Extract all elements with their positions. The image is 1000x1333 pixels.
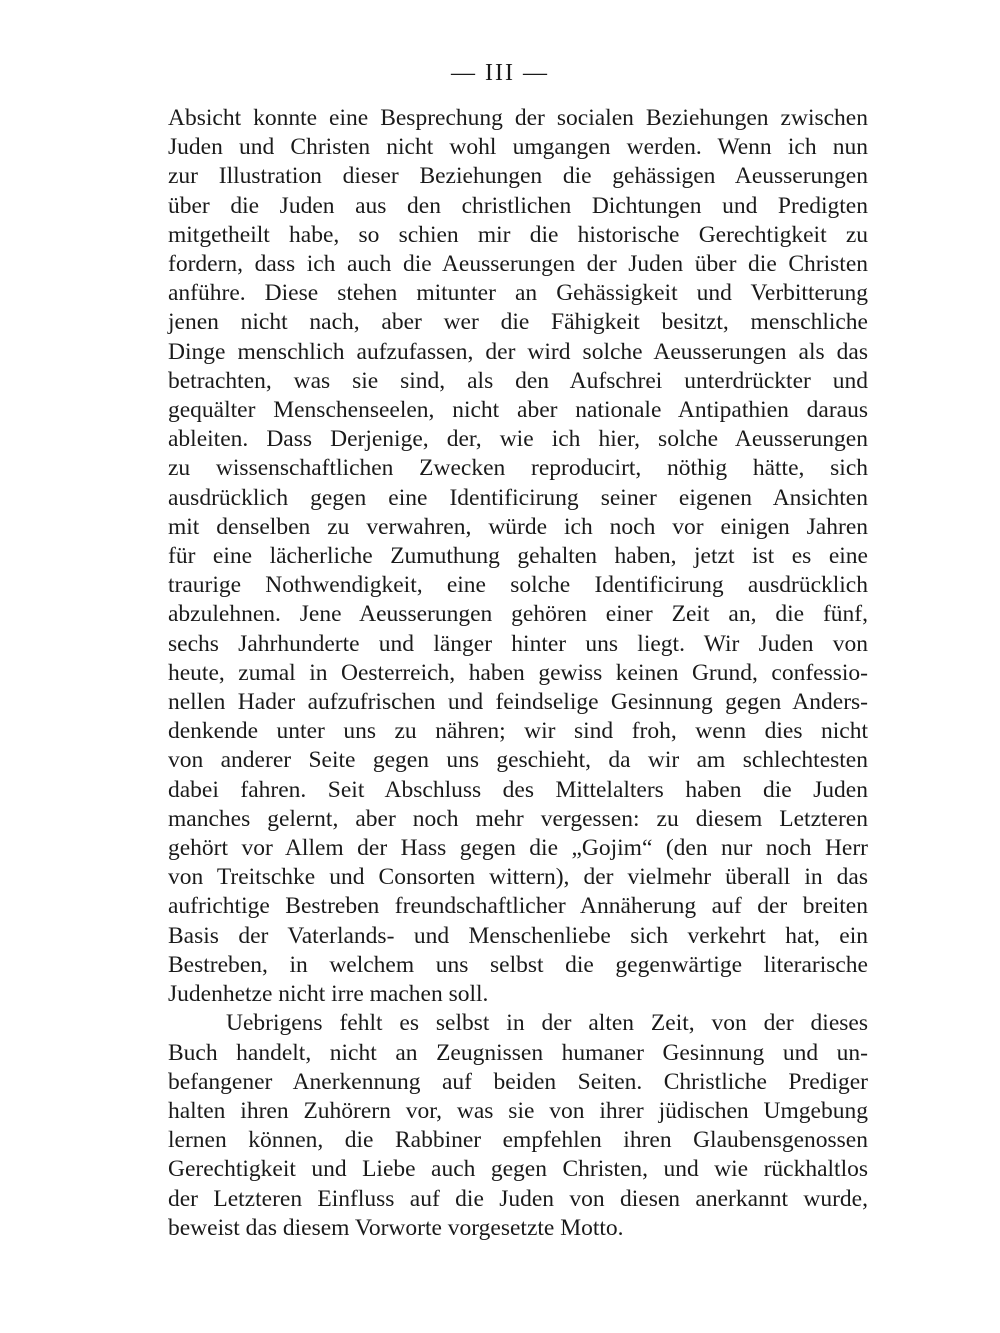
text-line: Basis der Vaterlands- und Menschenliebe sich verkehrt hat, ein — [168, 922, 868, 949]
text-line: anführe. Diese stehen mitunter an Gehässigkeit und Verbitterung — [168, 280, 868, 307]
text-line: ableiten. Dass Derjenige, der, wie ich hier, solche Aeusserungen — [168, 426, 868, 453]
text-line: gehört vor Allem der Hass gegen die „Gojim“ (den nur noch Herr — [168, 835, 868, 862]
text-line: fordern, dass ich auch die Aeusserungen der Juden über die Christen — [168, 251, 868, 278]
text-line: lernen können, die Rabbiner empfehlen ihren Glaubensgenossen — [168, 1127, 868, 1154]
text-line: für eine lächerliche Zumuthung gehalten haben, jetzt ist es eine — [168, 543, 868, 570]
text-line: Judenhetze nicht irre machen soll. — [168, 981, 489, 1008]
text-line: Dinge menschlich aufzufassen, der wird solche Aeusserungen als das — [168, 338, 868, 365]
text-line: Bestreben, in welchem uns selbst die gegenwärtige literarische — [168, 951, 868, 978]
text-line: nellen Hader aufzufrischen und feindselige Gesinnung gegen Anders- — [168, 689, 868, 716]
text-line: mitgetheilt habe, so schien mir die historische Gerechtigkeit zu — [168, 221, 868, 248]
text-line: denkende unter uns zu nähren; wir sind froh, wenn dies nicht — [168, 718, 868, 745]
text-line: jenen nicht nach, aber wer die Fähigkeit besitzt, menschliche — [168, 309, 868, 336]
text-line: befangener Anerkennung auf beiden Seiten. Christliche Prediger — [168, 1068, 868, 1095]
text-line: halten ihren Zuhörern vor, was sie von ihrer jüdischen Umgebung — [168, 1097, 868, 1124]
text-line: dabei fahren. Seit Abschluss des Mittelalters haben die Juden — [168, 776, 868, 803]
text-line: Gerechtigkeit und Liebe auch gegen Christen, und wie rückhaltlos — [168, 1156, 868, 1183]
text-line: manches gelernt, aber noch mehr vergessen: zu diesem Letzteren — [168, 805, 868, 832]
text-line: von anderer Seite gegen uns geschieht, da wir am schlechtesten — [168, 747, 868, 774]
body-text — [168, 104, 868, 1243]
text-line: traurige Nothwendigkeit, eine solche Identificirung ausdrücklich — [168, 572, 868, 599]
text-line: über die Juden aus den christlichen Dichtungen und Predigten — [168, 192, 868, 219]
text-line: Absicht konnte eine Besprechung der socialen Beziehungen zwischen — [168, 105, 868, 131]
text-line: beweist das diesem Vorworte vorgesetzte Motto. — [168, 1214, 624, 1241]
text-line: zu wissenschaftlichen Zwecken reproducirt, nöthig hätte, sich — [168, 455, 868, 482]
text-line: ausdrücklich gegen eine Identificirung seiner eigenen Ansichten — [168, 484, 868, 511]
page-number: — III — — [451, 60, 549, 86]
text-line: mit denselben zu verwahren, würde ich noch vor einigen Jahren — [168, 513, 868, 540]
text-line: Buch handelt, nicht an Zeugnissen humaner Gesinnung und un- — [168, 1039, 868, 1066]
text-line: der Letzteren Einfluss auf die Juden von diesen anerkannt wurde, — [168, 1185, 868, 1212]
text-line: aufrichtige Bestreben freundschaftlicher Annäherung auf der breiten — [168, 893, 868, 920]
text-line: abzulehnen. Jene Aeusserungen gehören einer Zeit an, die fünf, — [168, 601, 868, 628]
paragraph-1 — [168, 104, 868, 1009]
text-line: betrachten, was sie sind, als den Aufschrei unterdrückter und — [168, 367, 868, 394]
paragraph-2 — [168, 1009, 868, 1243]
text-line: von Treitschke und Consorten wittern), der vielmehr überall in das — [168, 864, 868, 891]
text-line: heute, zumal in Oesterreich, haben gewiss keinen Grund, confessio- — [168, 659, 868, 686]
text-line: Uebrigens fehlt es selbst in der alten Zeit, von der dieses — [226, 1010, 868, 1037]
text-line: Juden und Christen nicht wohl umgangen werden. Wenn ich nun — [168, 134, 868, 161]
text-line: gequälter Menschenseelen, nicht aber nationale Antipathien daraus — [168, 397, 868, 424]
text-line: zur Illustration dieser Beziehungen die gehässigen Aeusserungen — [168, 163, 868, 190]
text-line: sechs Jahrhunderte und länger hinter uns liegt. Wir Juden von — [168, 630, 868, 657]
